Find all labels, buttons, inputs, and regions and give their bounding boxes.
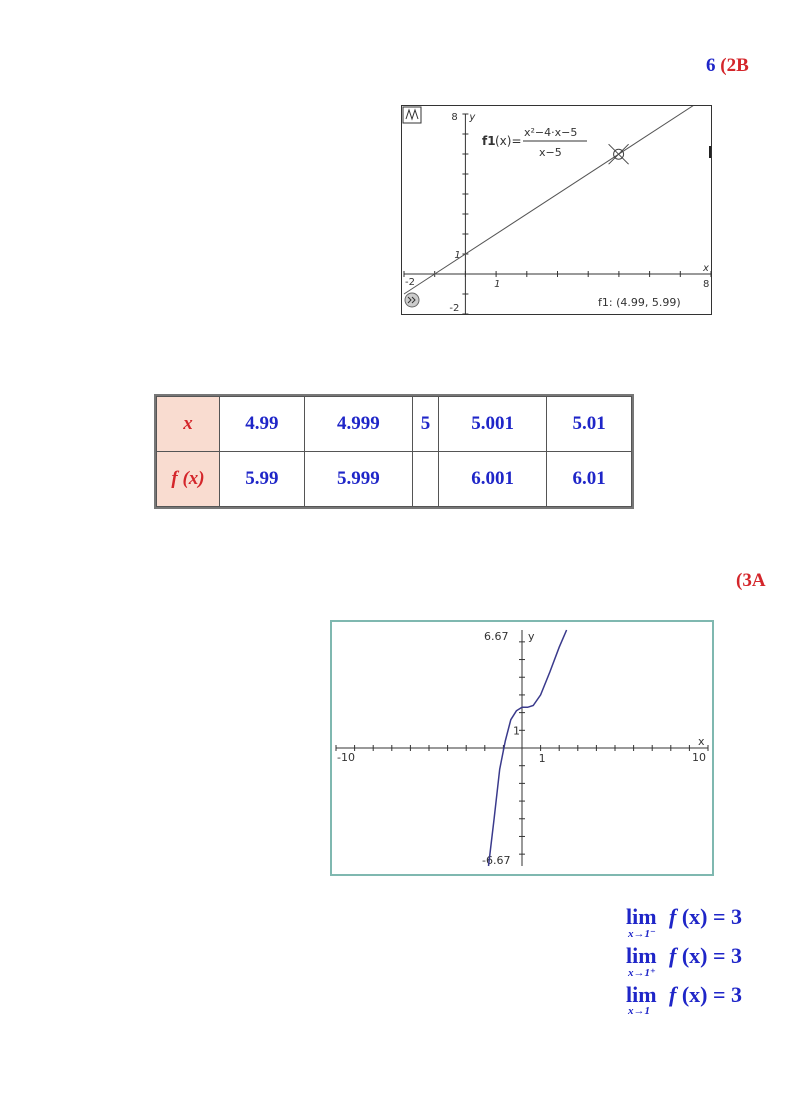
function-args: (x)= [495, 134, 522, 148]
x-min-label: -10 [337, 751, 355, 764]
lim-function: f [669, 982, 677, 1007]
table-cell: 6.001 [438, 452, 546, 507]
section-number: 6 [706, 55, 716, 76]
x-tick-label: 1 [494, 279, 501, 290]
lim-rest: (x) = 3 [676, 904, 743, 929]
table-cell: 5.99 [220, 452, 305, 507]
scroll-marker[interactable] [709, 146, 712, 158]
y-tick-label: 1 [454, 250, 461, 261]
lim-word: lim [626, 982, 657, 1007]
table-cell [413, 452, 439, 507]
function-numerator: x²−4·x−5 [524, 126, 578, 139]
table-header-x: x [157, 397, 220, 452]
table-cell: 4.99 [220, 397, 305, 452]
y-tick-label: 1 [513, 724, 520, 738]
y-axis-label: y [528, 630, 535, 643]
table-cell: 5.01 [547, 397, 632, 452]
section-heading-6 [706, 55, 749, 77]
table-cell: 5 [413, 397, 439, 452]
calculator-graph-1 [401, 105, 712, 315]
lim-function: f [669, 943, 677, 968]
lim-expression [669, 943, 742, 969]
x-axis-label: x [703, 263, 709, 274]
y-min-label: -2 [449, 303, 460, 314]
table-cell: 4.999 [304, 397, 412, 452]
lim-word: lim [626, 943, 657, 968]
limit-two-sided [624, 982, 794, 1021]
table-header-fx: f (x) [157, 452, 220, 507]
x-max-label: 10 [692, 751, 706, 764]
lim-subscript: x→1⁺ [628, 967, 656, 979]
limit-left [624, 904, 794, 943]
cursor-point-icon[interactable] [609, 144, 629, 164]
section-tag: (2B [720, 55, 749, 76]
lim-rest: (x) = 3 [676, 982, 743, 1007]
y-axis-label: y [469, 112, 476, 123]
lim-expression [669, 982, 742, 1008]
table-row-fx [157, 452, 632, 507]
play-icon[interactable] [405, 293, 419, 307]
lim-rest: (x) = 3 [676, 943, 743, 968]
table-cell: 5.999 [304, 452, 412, 507]
calculator-graph-2 [330, 620, 714, 876]
limit-statements [624, 904, 794, 1021]
x-max-label: 8 [703, 279, 710, 290]
lim-expression [669, 904, 742, 930]
menu-icon[interactable] [403, 107, 421, 123]
table-cell: 5.001 [438, 397, 546, 452]
lim-subscript: x→1⁻ [628, 928, 656, 940]
function-name: f1 [482, 134, 496, 148]
point-readout: f1: (4.99, 5.99) [598, 296, 681, 309]
y-min-label: -6.67 [482, 854, 511, 867]
table-row-x [157, 397, 632, 452]
graph1-svg [402, 106, 712, 315]
function-denominator: x−5 [539, 146, 562, 159]
y-max-label: 6.67 [484, 630, 509, 643]
table-cell: 6.01 [547, 452, 632, 507]
lim-function: f [669, 904, 677, 929]
lim-word: lim [626, 904, 657, 929]
x-min-label: -2 [405, 277, 415, 288]
x-tick-label: 1 [538, 752, 546, 765]
lim-subscript: x→1 [628, 1005, 650, 1017]
limit-right [624, 943, 794, 982]
x-axis-label: x [698, 735, 705, 748]
section-tag-3a: (3A [736, 570, 766, 591]
value-table [154, 394, 634, 509]
y-max-label: 8 [451, 112, 458, 123]
graph2-svg [332, 622, 712, 874]
